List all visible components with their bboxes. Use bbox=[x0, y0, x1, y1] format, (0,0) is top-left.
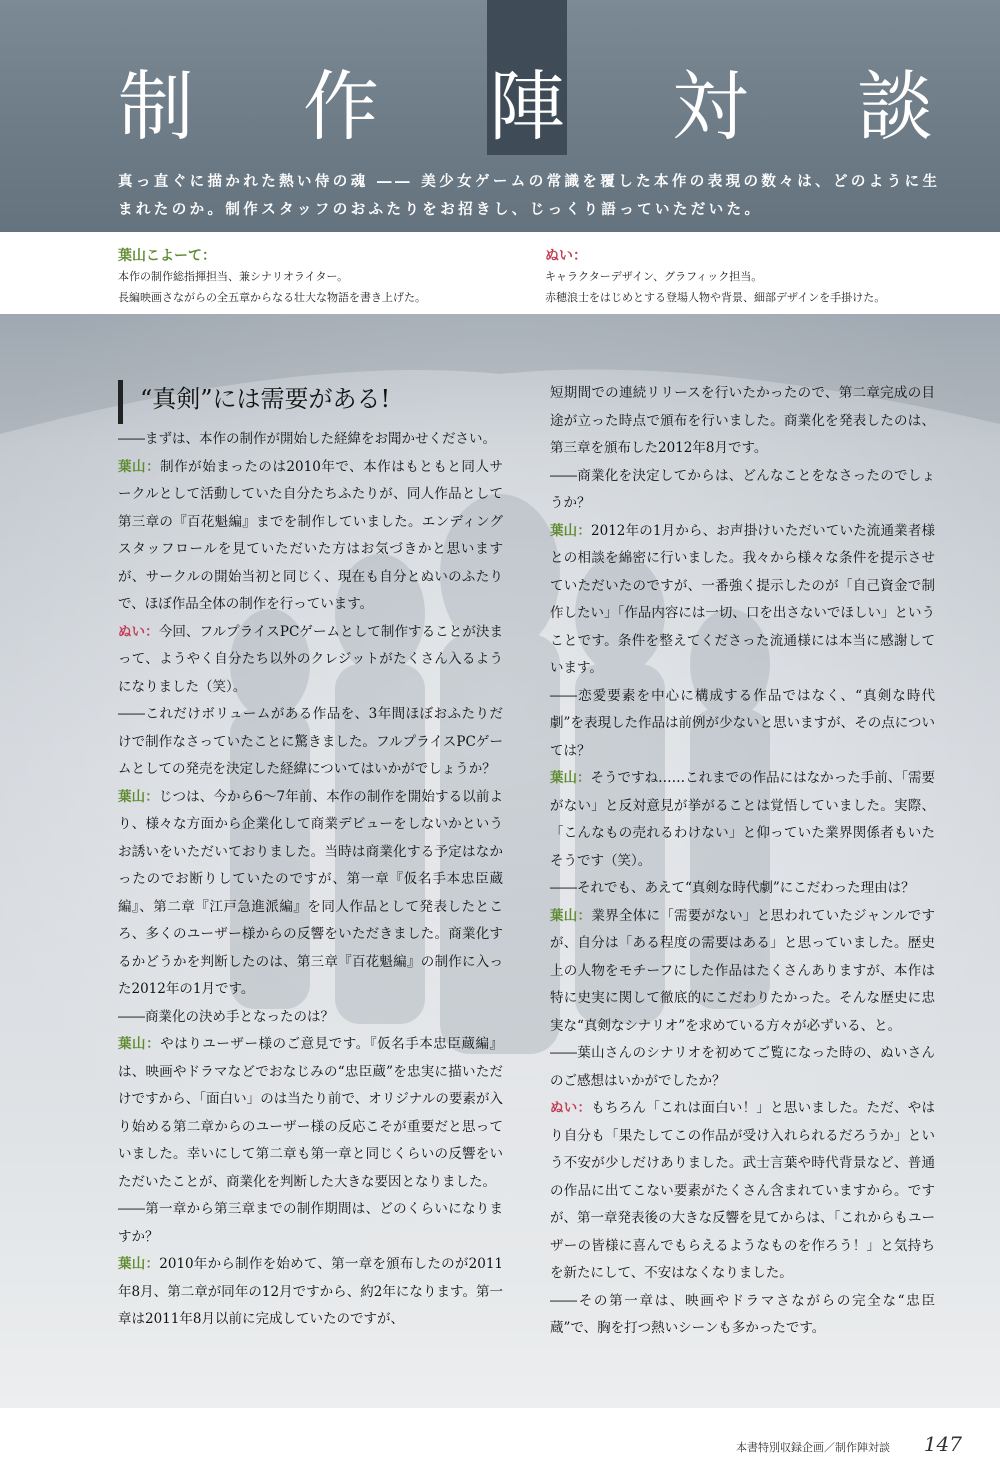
paragraph bbox=[550, 1288, 935, 1343]
paragraph-text: ――恋愛要素を中心に構成する作品ではなく、“真剣な時代劇”を表現した作品は前例が少ないと思いますが、その点については？ bbox=[550, 687, 935, 759]
paragraph bbox=[118, 1251, 503, 1334]
speaker-label: 葉山： bbox=[118, 1036, 161, 1052]
speaker-label: 葉山： bbox=[118, 788, 159, 805]
speaker-label: ぬい： bbox=[550, 1100, 592, 1116]
paragraph-text: もちろん「これは面白い！」と思いました。ただ、やはり自分も「果たしてこの作品が受け入れられるだろうか」という不安が少しだけありました。武士言葉や時代背景など、普通の作品に出てこない要素がたくさん含まれていますから。ですが、第一章発表後の大きな反響を見てからは、「これからもユーザーの皆様に喜んでもらえるようなものを作ろう！」と気持ちを新たにして、不安はなくなりました。 bbox=[550, 1100, 936, 1281]
profile-line: 長編映画さながらの全五章からなる壮大な物語を書き上げた。 bbox=[118, 291, 426, 304]
paragraph bbox=[550, 903, 935, 1041]
paragraph bbox=[118, 454, 503, 619]
profile-nui bbox=[545, 246, 885, 308]
profiles bbox=[0, 232, 1000, 314]
paragraph-text: 短期間での連続リリースを行いたかったので、第二章完成の目途が立った時点で頒布を行いました。商業化を発表したのは、第三章を頒布した2012年8月です。 bbox=[550, 385, 935, 456]
paragraph bbox=[550, 463, 935, 518]
title-highlight-box bbox=[487, 0, 567, 155]
header-band bbox=[0, 0, 1000, 232]
paragraph-text: そうですね……これまでの作品にはなかった手前、「需要がない」と反対意見が挙がることは覚悟していました。実際、「こんなもの売れるわけない」と仰っていた業界関係者もいたそうです（笑）。 bbox=[550, 770, 936, 869]
paragraph bbox=[118, 619, 503, 702]
paragraph-text: ――その第一章は、映画やドラマさながらの完全な“忠臣蔵”で、胸を打つ熱いシーンも多かったです。 bbox=[550, 1292, 935, 1336]
paragraph-text: ――これだけボリュームがある作品を、3年間ほぼおふたりだけで制作なさっていたことに驚きました。フルプライスPCゲームとしての発売を決定した経緯についてはいかがでしょうか？ bbox=[118, 706, 503, 777]
paragraph bbox=[550, 380, 935, 463]
paragraph bbox=[118, 784, 503, 1004]
paragraph bbox=[550, 518, 935, 683]
title-char-5: 談 bbox=[857, 62, 933, 151]
footer-caption: 本書特別収録企画／制作陣対談 bbox=[736, 1441, 890, 1454]
paragraph-text: ――商業化を決定してからは、どんなことをなさったのでしょうか？ bbox=[550, 467, 935, 511]
title-char-3: 陣 bbox=[489, 62, 565, 151]
profile-name: ぬい： bbox=[545, 248, 587, 264]
paragraph-text: 業界全体に「需要がない」と思われていたジャンルですが、自分は「ある程度の需要はある」と思っていました。歴史上の人物をモチーフにした作品はたくさんありますが、本作は特に史実に関して徹底的にこだわりたかった。そんな歴史に忠実な“真剣なシナリオ”を求めている方々が必ずいる、と。 bbox=[550, 907, 935, 1034]
paragraph-text: ――第一章から第三章までの制作期間は、どのくらいになりますか？ bbox=[118, 1201, 503, 1245]
section-heading bbox=[118, 374, 503, 426]
paragraph bbox=[550, 875, 935, 903]
paragraph bbox=[118, 1196, 503, 1251]
paragraph-text: ――商業化の決め手となったのは？ bbox=[118, 1008, 334, 1025]
paragraph-text: 今回、フルプライスPCゲームとして制作することが決まって、ようやく自分たち以外のクレジットがたくさん入るようになりました（笑）。 bbox=[118, 623, 503, 695]
left-column bbox=[118, 374, 503, 1334]
interview-body bbox=[0, 314, 1000, 1408]
right-column bbox=[550, 380, 935, 1343]
profile-line: 赤穂浪士をはじめとする登場人物や背景、細部デザインを手掛けた。 bbox=[545, 291, 886, 304]
page-footer bbox=[0, 1408, 1000, 1482]
title-char-1: 制 bbox=[118, 62, 194, 151]
section-title: “真剣”には需要がある! bbox=[140, 385, 391, 413]
paragraph-text: ――まずは、本作の制作が開始した経緯をお聞かせください。 bbox=[118, 431, 496, 447]
profile-line: 本作の制作総指揮担当、兼シナリオライター。 bbox=[118, 270, 349, 283]
section-bar bbox=[118, 380, 123, 424]
profile-hayama bbox=[118, 246, 426, 308]
title-char-4: 対 bbox=[672, 62, 748, 151]
paragraph bbox=[550, 1095, 935, 1288]
title-char-2: 作 bbox=[303, 62, 379, 151]
speaker-label: 葉山： bbox=[550, 522, 592, 539]
speaker-label: 葉山： bbox=[550, 770, 591, 786]
paragraph bbox=[118, 426, 503, 454]
paragraph bbox=[118, 701, 503, 784]
speaker-label: 葉山： bbox=[118, 1256, 160, 1272]
paragraph-text: ――葉山さんのシナリオを初めてご覧になった時の、ぬいさんのご感想はいかがでしたか？ bbox=[550, 1045, 935, 1089]
speaker-label: 葉山： bbox=[118, 458, 161, 475]
paragraph-text: 2010年から制作を始めて、第一章を頒布したのが2011年8月、第二章が同年の12月ですから、約2年になります。第一章は2011年8月以前に完成していたのですが、 bbox=[118, 1256, 503, 1327]
lead-text: 真っ直ぐに描かれた熱い侍の魂 ―― 美少女ゲームの常識を覆した本作の表現の数々は、どのように生まれたのか。制作スタッフのおふたりをお招きし、じっくり語っていただいた。 bbox=[118, 174, 941, 218]
paragraph-text: やはりユーザー様のご意見です。『仮名手本忠臣蔵編』は、映画やドラマなどでおなじみの“忠臣蔵”を忠実に描いただけですから、「面白い」のは当たり前で、オリジナルの要素が入り始める第二章からのユーザー様の反応こそが重要だと思っていました。幸いにして第二章も第一章と同じくらいの反響をいただいたことが、商業化を判断した大きな要因となりました。 bbox=[118, 1036, 504, 1190]
profile-line: キャラクターデザイン、グラフィック担当。 bbox=[545, 270, 763, 283]
paragraph-text: じつは、今から6～7年前、本作の制作を開始する以前より、様々な方面から企業化して商業デビューをしないかというお誘いをいただいておりました。当時は商業化する予定はなかったのでお断りしていたのですが、第一章『仮名手本忠臣蔵編』、第二章『江戸急進派編』を同人作品として発表したところ、多くのユーザー様からの反響をいただきました。商業化するかどうかを判断したのは、第三章『百花魁編』の制作に入った2012年の1月です。 bbox=[118, 788, 503, 997]
paragraph bbox=[550, 1040, 935, 1095]
paragraph-text: 制作が始まったのは2010年で、本作はもともと同人サークルとして活動していた自分たちふたりが、同人作品として第三章の『百花魁編』までを制作していました。エンディングスタッフロールを見ていただいた方はお気づきかと思いますが、サークルの開始当初と同じく、現在も自分とぬいのふたりで、ほぼ作品全体の制作を行っています。 bbox=[118, 458, 503, 612]
paragraph-text: 2012年の1月から、お声掛けいただいていた流通業者様との相談を綿密に行いました。我々から様々な条件を提示させていただいたのですが、一番強く提示したのが「自己資金で制作したい」「作品内容には一切、口を出さないでほしい」ということです。条件を整えてくださった流通様には本当に感謝しています。 bbox=[550, 522, 935, 676]
paragraph-text: ――それでも、あえて“真剣な時代劇”にこだわった理由は？ bbox=[550, 880, 915, 896]
paragraph bbox=[118, 1004, 503, 1032]
speaker-label: ぬい： bbox=[118, 623, 159, 640]
paragraph bbox=[550, 683, 935, 766]
profile-name: 葉山こよーて： bbox=[118, 248, 216, 264]
paragraph bbox=[550, 765, 935, 875]
page-number: 147 bbox=[923, 1432, 962, 1456]
speaker-label: 葉山： bbox=[550, 907, 592, 924]
paragraph bbox=[118, 1031, 503, 1196]
